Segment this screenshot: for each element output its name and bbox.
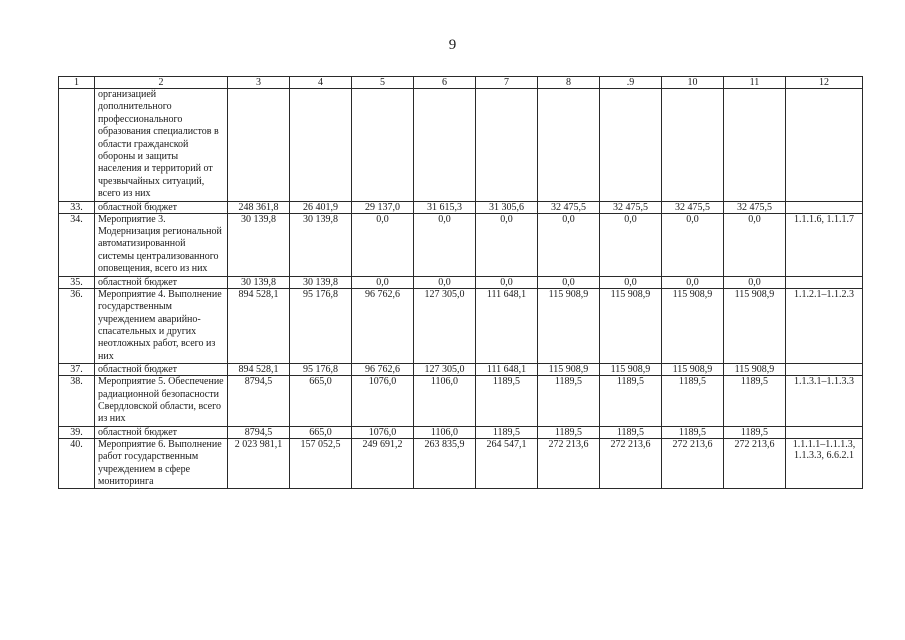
row-number: 39. bbox=[59, 426, 95, 438]
row-value: 115 908,9 bbox=[662, 364, 724, 376]
column-header: 10 bbox=[662, 77, 724, 89]
table-row bbox=[59, 288, 863, 363]
table-row bbox=[59, 376, 863, 427]
row-goals bbox=[786, 201, 863, 213]
row-value: 95 176,8 bbox=[290, 288, 352, 363]
row-value: 26 401,9 bbox=[290, 201, 352, 213]
table-row bbox=[59, 426, 863, 438]
row-number: 38. bbox=[59, 376, 95, 427]
row-value: 127 305,0 bbox=[414, 288, 476, 363]
column-header: 2 bbox=[95, 77, 228, 89]
column-header: 3 bbox=[228, 77, 290, 89]
row-value: 127 305,0 bbox=[414, 364, 476, 376]
row-name: областной бюджет bbox=[95, 201, 228, 213]
row-value: 30 139,8 bbox=[228, 213, 290, 276]
column-header: 12 bbox=[786, 77, 863, 89]
row-value bbox=[228, 89, 290, 202]
column-header: 5 bbox=[352, 77, 414, 89]
row-value: 0,0 bbox=[352, 213, 414, 276]
row-value bbox=[476, 89, 538, 202]
row-value: 0,0 bbox=[538, 213, 600, 276]
row-value: 95 176,8 bbox=[290, 364, 352, 376]
row-number: 35. bbox=[59, 276, 95, 288]
row-value: 32 475,5 bbox=[600, 201, 662, 213]
row-value: 0,0 bbox=[414, 213, 476, 276]
row-value: 0,0 bbox=[352, 276, 414, 288]
row-value bbox=[724, 89, 786, 202]
row-value: 0,0 bbox=[662, 213, 724, 276]
row-value: 30 139,8 bbox=[228, 276, 290, 288]
row-number: 37. bbox=[59, 364, 95, 376]
row-goals bbox=[786, 276, 863, 288]
row-value: 1076,0 bbox=[352, 426, 414, 438]
row-value: 30 139,8 bbox=[290, 276, 352, 288]
table-row bbox=[59, 89, 863, 202]
row-goals bbox=[786, 89, 863, 202]
row-value: 1189,5 bbox=[724, 426, 786, 438]
column-header: .9 bbox=[600, 77, 662, 89]
table-row bbox=[59, 213, 863, 276]
row-value bbox=[662, 89, 724, 202]
column-header: 4 bbox=[290, 77, 352, 89]
row-value: 1189,5 bbox=[476, 426, 538, 438]
row-value: 115 908,9 bbox=[724, 364, 786, 376]
row-value: 1189,5 bbox=[476, 376, 538, 427]
row-goals: 1.1.3.1–1.1.3.3 bbox=[786, 376, 863, 427]
table-header-row bbox=[59, 77, 863, 89]
row-number: 33. bbox=[59, 201, 95, 213]
row-value: 263 835,9 bbox=[414, 438, 476, 489]
row-name: областной бюджет bbox=[95, 276, 228, 288]
row-number: 40. bbox=[59, 438, 95, 489]
row-value: 1189,5 bbox=[538, 376, 600, 427]
row-value: 0,0 bbox=[724, 213, 786, 276]
row-value: 272 213,6 bbox=[724, 438, 786, 489]
row-value: 0,0 bbox=[600, 276, 662, 288]
table-row bbox=[59, 438, 863, 489]
row-value: 1106,0 bbox=[414, 376, 476, 427]
row-value: 30 139,8 bbox=[290, 213, 352, 276]
row-value: 115 908,9 bbox=[600, 364, 662, 376]
row-value: 1189,5 bbox=[600, 426, 662, 438]
row-value: 96 762,6 bbox=[352, 288, 414, 363]
row-value: 0,0 bbox=[476, 276, 538, 288]
table-row bbox=[59, 364, 863, 376]
row-value bbox=[538, 89, 600, 202]
row-value: 1189,5 bbox=[600, 376, 662, 427]
row-goals bbox=[786, 364, 863, 376]
row-name: Мероприятие 4. Выполнение государственным учреждением аварийно-спасательных и других неотложных работ, всего из них bbox=[95, 288, 228, 363]
column-header: 6 bbox=[414, 77, 476, 89]
row-name: организацией дополнительного профессионального образования специалистов в области гражданской обороны и защиты населения и территорий от чрезвычайных ситуаций, всего из них bbox=[95, 89, 228, 202]
budget-table bbox=[58, 76, 863, 489]
row-value: 1189,5 bbox=[724, 376, 786, 427]
row-value: 32 475,5 bbox=[538, 201, 600, 213]
row-value: 111 648,1 bbox=[476, 364, 538, 376]
column-header: 11 bbox=[724, 77, 786, 89]
column-header: 8 bbox=[538, 77, 600, 89]
row-value: 272 213,6 bbox=[662, 438, 724, 489]
row-value: 272 213,6 bbox=[538, 438, 600, 489]
row-value: 1076,0 bbox=[352, 376, 414, 427]
row-value: 0,0 bbox=[724, 276, 786, 288]
row-value: 1189,5 bbox=[662, 426, 724, 438]
row-name: Мероприятие 5. Обеспечение радиационной безопасности Свердловской области, всего из них bbox=[95, 376, 228, 427]
row-value: 2 023 981,1 bbox=[228, 438, 290, 489]
row-value: 32 475,5 bbox=[724, 201, 786, 213]
row-value: 111 648,1 bbox=[476, 288, 538, 363]
column-header: 1 bbox=[59, 77, 95, 89]
row-value: 115 908,9 bbox=[724, 288, 786, 363]
row-value: 894 528,1 bbox=[228, 364, 290, 376]
row-value bbox=[352, 89, 414, 202]
row-value: 8794,5 bbox=[228, 376, 290, 427]
table-row bbox=[59, 276, 863, 288]
row-value: 115 908,9 bbox=[600, 288, 662, 363]
row-goals: 1.1.1.6, 1.1.1.7 bbox=[786, 213, 863, 276]
row-value: 96 762,6 bbox=[352, 364, 414, 376]
row-value: 157 052,5 bbox=[290, 438, 352, 489]
row-value: 264 547,1 bbox=[476, 438, 538, 489]
row-value: 32 475,5 bbox=[662, 201, 724, 213]
row-value: 0,0 bbox=[538, 276, 600, 288]
row-value: 115 908,9 bbox=[538, 364, 600, 376]
row-name: Мероприятие 6. Выполнение работ государственным учреждением в сфере мониторинга bbox=[95, 438, 228, 489]
row-value: 0,0 bbox=[662, 276, 724, 288]
row-value: 665,0 bbox=[290, 426, 352, 438]
row-value: 272 213,6 bbox=[600, 438, 662, 489]
row-value: 8794,5 bbox=[228, 426, 290, 438]
row-goals bbox=[786, 426, 863, 438]
row-number: 34. bbox=[59, 213, 95, 276]
row-value: 31 305,6 bbox=[476, 201, 538, 213]
row-value: 1106,0 bbox=[414, 426, 476, 438]
row-value bbox=[414, 89, 476, 202]
row-value: 0,0 bbox=[414, 276, 476, 288]
row-number: 36. bbox=[59, 288, 95, 363]
row-value: 894 528,1 bbox=[228, 288, 290, 363]
column-header: 7 bbox=[476, 77, 538, 89]
row-value: 0,0 bbox=[600, 213, 662, 276]
table-row bbox=[59, 201, 863, 213]
row-value: 665,0 bbox=[290, 376, 352, 427]
row-value: 1189,5 bbox=[538, 426, 600, 438]
row-value: 248 361,8 bbox=[228, 201, 290, 213]
row-value: 0,0 bbox=[476, 213, 538, 276]
row-name: областной бюджет bbox=[95, 426, 228, 438]
row-name: областной бюджет bbox=[95, 364, 228, 376]
row-value: 115 908,9 bbox=[538, 288, 600, 363]
row-goals: 1.1.2.1–1.1.2.3 bbox=[786, 288, 863, 363]
row-value: 31 615,3 bbox=[414, 201, 476, 213]
row-number bbox=[59, 89, 95, 202]
row-goals: 1.1.1.1–1.1.1.3, 1.1.3.3, 6.6.2.1 bbox=[786, 438, 863, 489]
row-value: 29 137,0 bbox=[352, 201, 414, 213]
row-value: 115 908,9 bbox=[662, 288, 724, 363]
row-name: Мероприятие 3. Модернизация региональной автоматизированной системы централизованного оповещения, всего из них bbox=[95, 213, 228, 276]
row-value bbox=[290, 89, 352, 202]
row-value: 1189,5 bbox=[662, 376, 724, 427]
row-value: 249 691,2 bbox=[352, 438, 414, 489]
page-number: 9 bbox=[448, 37, 457, 53]
row-value bbox=[600, 89, 662, 202]
